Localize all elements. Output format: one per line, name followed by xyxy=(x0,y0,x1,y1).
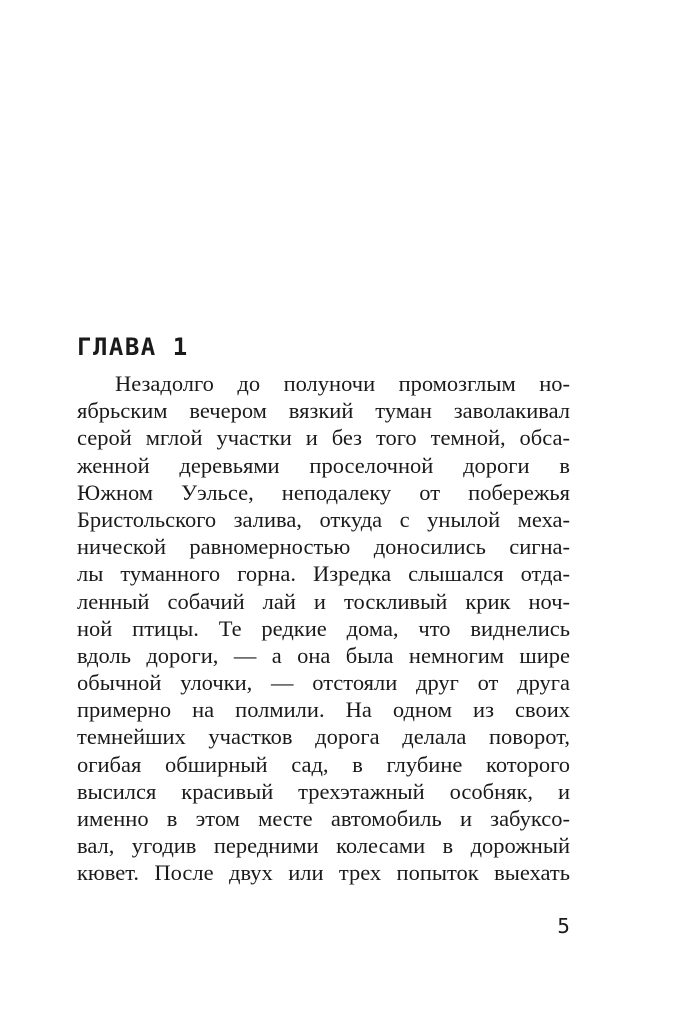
paragraph-line: обычной улочки, — отстояли друг от друга xyxy=(77,670,570,696)
paragraph-line: ленный собачий лай и тоскливый крик ноч- xyxy=(77,588,570,614)
chapter-title: ГЛАВА 1 xyxy=(77,333,189,361)
paragraph-line: женной деревьями проселочной дороги в xyxy=(77,452,570,478)
paragraph-line: ной птицы. Те редкие дома, что виднелись xyxy=(77,615,570,641)
paragraph-line: серой мглой участки и без того темной, обса- xyxy=(77,425,570,451)
paragraph-line: Бристольского залива, откуда с унылой меха- xyxy=(77,506,570,532)
paragraph-line: кювет. После двух или трех попыток выехать xyxy=(77,860,570,886)
paragraph-line: Южном Уэльсе, неподалеку от побережья xyxy=(77,479,570,505)
paragraph-line: огибая обширный сад, в глубине которого xyxy=(77,751,570,777)
paragraph-line: именно в этом месте автомобиль и забуксо- xyxy=(77,806,570,831)
paragraph-line: Незадолго до полуночи промозглым но- xyxy=(115,371,570,396)
paragraph-line: примерно на полмили. На одном из своих xyxy=(77,697,570,723)
paragraph-line: лы туманного горна. Изредка слышался отда- xyxy=(77,561,570,587)
paragraph-line: высился красивый трехэтажный особняк, и xyxy=(77,778,570,804)
paragraph-line: нической равномерностью доносились сигна- xyxy=(77,534,570,560)
paragraph-line: вал, угодив передними колесами в дорожный xyxy=(77,833,570,859)
page-number: 5 xyxy=(557,914,570,938)
body-paragraph xyxy=(77,370,570,887)
paragraph-line: вдоль дороги, — а она была немногим шире xyxy=(77,642,570,668)
paragraph-line: темнейших участков дорога делала поворот, xyxy=(77,724,570,750)
paragraph-line: ябрьским вечером вязкий туман заволакивал xyxy=(77,398,570,424)
